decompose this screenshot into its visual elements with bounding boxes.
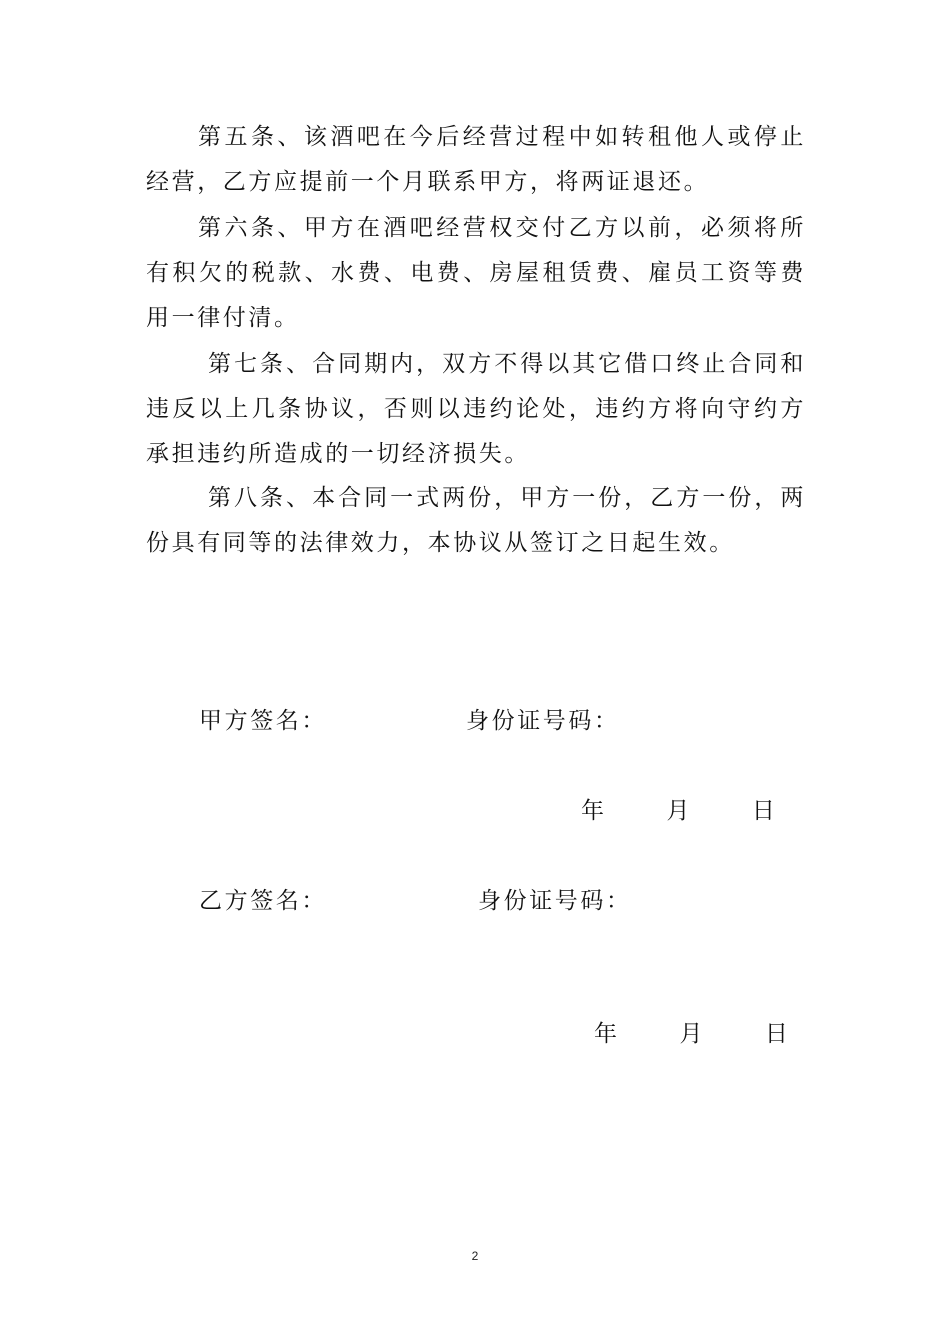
party-b-date-line xyxy=(594,1019,791,1049)
clause-article-5: 第五条、该酒吧在今后经营过程中如转租他人或停止经营，乙方应提前一个月联系甲方，将两证退还。 xyxy=(146,124,806,195)
party-a-date-line xyxy=(581,796,778,826)
page-number: 2 xyxy=(471,1249,479,1263)
clause-article-7: 第七条、合同期内，双方不得以其它借口终止合同和违反以上几条协议，否则以违约论处，违约方将向守约方承担违约所造成的一切经济损失。 xyxy=(146,351,806,467)
clause-article-8: 第八条、本合同一式两份，甲方一份，乙方一份，两份具有同等的法律效力，本协议从签订之日起生效。 xyxy=(146,485,806,556)
party-a-signature-label: 甲方签名： xyxy=(199,708,327,734)
party-a-id-number-label: 身份证号码： xyxy=(466,708,620,734)
clause-article-6: 第六条、甲方在酒吧经营权交付乙方以前，必须将所有积欠的税款、水费、电费、房屋租赁费、雇员工资等费用一律付清。 xyxy=(146,215,806,331)
party-b-date-month: 月 xyxy=(679,1021,706,1047)
party-b-id-number-label: 身份证号码： xyxy=(478,888,632,914)
party-b-date-day: 日 xyxy=(764,1021,791,1047)
party-a-date-day: 日 xyxy=(751,798,778,824)
party-b-signature-label: 乙方签名： xyxy=(199,888,327,914)
party-a-date-year: 年 xyxy=(581,798,607,824)
party-b-date-year: 年 xyxy=(594,1021,620,1047)
party-a-date-month: 月 xyxy=(666,798,693,824)
